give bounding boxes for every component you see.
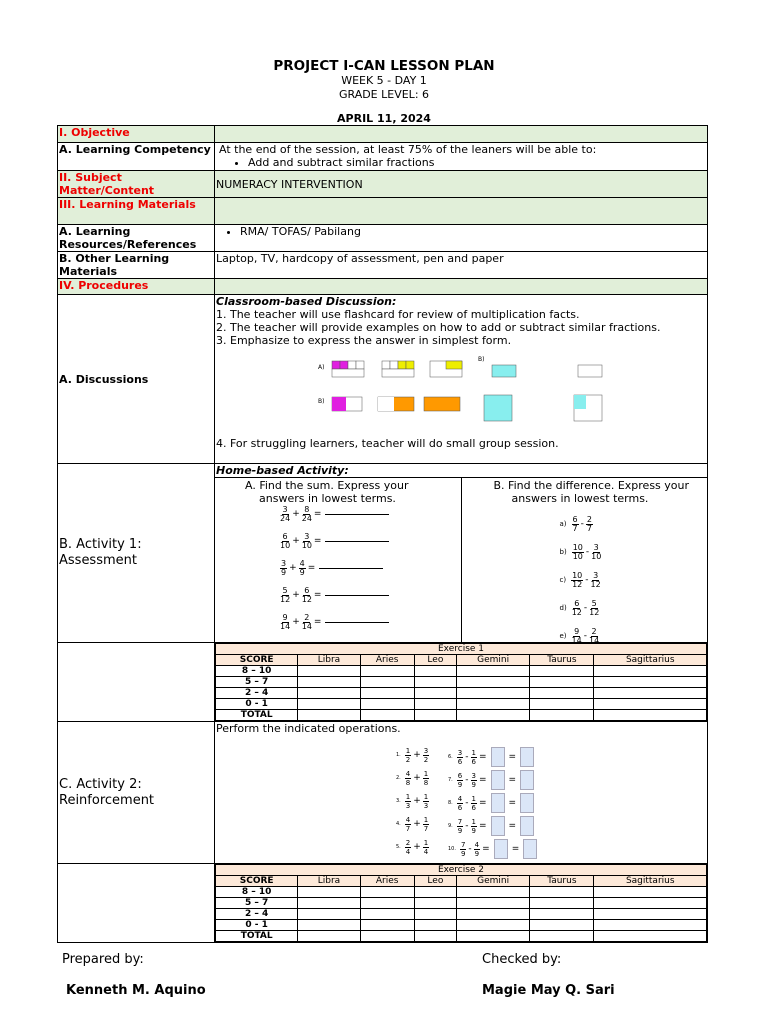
score-row (216, 898, 707, 909)
fraction: 3 12 (590, 571, 601, 589)
answer-box[interactable] (494, 839, 508, 859)
checked-by-label: Checked by: (482, 952, 562, 967)
fraction: 2 14 (588, 627, 600, 645)
score-cell[interactable] (360, 887, 414, 898)
prepared-by-label: Prepared by: (62, 952, 144, 967)
score-column-header: Gemini (456, 876, 529, 887)
score-table-exercise-1 (215, 643, 707, 721)
svg-text:B): B) (478, 356, 485, 363)
activity1-cell (215, 464, 708, 643)
score-cell[interactable] (594, 688, 707, 699)
subtraction-operation: 7. 6 9 - $\frac{3}{9}$ = = (448, 770, 537, 790)
score-cell[interactable] (298, 666, 360, 677)
score-cell[interactable] (594, 931, 707, 942)
score-row (216, 688, 707, 699)
difference-problem: d) 6 12 - 5 12 (559, 599, 600, 617)
sum-problem: 3 9 + $\frac{4}{9}$ = (279, 560, 383, 577)
svg-text:B): B) (318, 398, 325, 405)
score-cell[interactable] (360, 909, 414, 920)
subtraction-operation: 10. 7 9 - $\frac{4}{9}$ = = (448, 839, 540, 859)
discussion-heading: Classroom-based Discussion: (216, 295, 397, 308)
score-cell[interactable] (298, 931, 360, 942)
score-cell[interactable] (414, 920, 456, 931)
score-cell[interactable] (414, 898, 456, 909)
fraction: $\frac{2}{14}$ (301, 613, 312, 631)
score-cell[interactable] (298, 920, 360, 931)
score-cell[interactable] (414, 931, 456, 942)
addition-operation: 2. 4 8 + $\frac{1}{8}$ (396, 770, 429, 787)
subtraction-operation: 8. 4 6 - $\frac{1}{6}$ = = (448, 793, 537, 813)
resources-label: A. Learning Resources/References (58, 225, 215, 252)
score-range: 8 – 10 (216, 666, 298, 677)
score-row (216, 887, 707, 898)
score-row (216, 666, 707, 677)
subject-label: II. Subject Matter/Content (58, 171, 215, 198)
competency-cell (215, 143, 708, 171)
fraction: 10 12 (572, 571, 583, 589)
score-column-header: Leo (414, 655, 456, 666)
score-range: 0 - 1 (216, 699, 298, 710)
operations-worksheet (216, 735, 706, 858)
fraction: $\frac{1}{4}$ (423, 839, 429, 856)
difference-problem: c) 10 12 - 3 12 (559, 571, 601, 589)
discussions-cell (215, 295, 708, 464)
svg-text:A): A) (318, 364, 325, 371)
score-cell[interactable] (360, 666, 414, 677)
discussion-step-3: 3. Emphasize to express the answer in simplest form. (216, 334, 512, 347)
fraction: $\frac{3}{10}$ (301, 532, 312, 550)
answer-box[interactable] (520, 747, 534, 767)
sum-problem: 9 14 + $\frac{2}{14}$ = (279, 614, 389, 631)
score-column-header: SCORE (216, 655, 298, 666)
score-row (216, 677, 707, 688)
fraction: 6 10 (280, 532, 291, 550)
score-cell[interactable] (594, 887, 707, 898)
activity1-heading: Home-based Activity: (216, 464, 349, 477)
score-cell[interactable] (298, 677, 360, 688)
score-cell[interactable] (414, 688, 456, 699)
score-cell[interactable] (594, 699, 707, 710)
score-cell[interactable] (456, 699, 529, 710)
score-cell[interactable] (298, 699, 360, 710)
score-range: 0 - 1 (216, 920, 298, 931)
difference-problem: a) 6 7 - 2 7 (559, 515, 592, 533)
answer-box[interactable] (491, 747, 505, 767)
lesson-plan-table (57, 125, 708, 943)
score-cell[interactable] (456, 666, 529, 677)
fraction: $\frac{1}{6}$ (471, 794, 476, 812)
fraction: $\frac{1}{7}$ (423, 816, 429, 833)
answer-blank[interactable] (319, 568, 383, 569)
score-cell[interactable] (414, 710, 456, 721)
addition-operation: 4. 4 7 + $\frac{1}{7}$ (396, 816, 429, 833)
score-cell[interactable] (530, 710, 594, 721)
answer-box[interactable] (491, 816, 505, 836)
plan-title: PROJECT I-CAN LESSON PLAN (273, 58, 495, 74)
score-cell[interactable] (414, 666, 456, 677)
activity2-label: C. Activity 2: Reinforcement (58, 722, 215, 864)
score-cell[interactable] (298, 688, 360, 699)
fraction: 5 12 (280, 586, 291, 604)
discussions-label: A. Discussions (58, 295, 215, 464)
score-column-header: SCORE (216, 876, 298, 887)
discussion-step-4: 4. For struggling learners, teacher will do small group session. (216, 437, 559, 450)
score-cell[interactable] (360, 688, 414, 699)
fraction: 1 3 (405, 793, 411, 810)
score-cell[interactable] (360, 898, 414, 909)
difference-problem: e) 9 14 - 2 14 (559, 627, 600, 645)
fraction: 9 14 (280, 613, 291, 631)
fraction: 4 7 (405, 816, 411, 833)
subject-text: NUMERACY INTERVENTION (215, 171, 708, 198)
answer-blank[interactable] (325, 514, 389, 515)
exercise-title: Exercise 1 (216, 644, 707, 655)
score-row (216, 710, 707, 721)
fraction: $\frac{6}{12}$ (301, 586, 312, 604)
difference-instructions: B. Find the difference. Express your answers in lowest terms. (493, 479, 690, 505)
score-column-header: Taurus (530, 655, 594, 666)
subtraction-operation: 9. 7 9 - $\frac{1}{9}$ = = (448, 816, 537, 836)
prepared-by-name: Kenneth M. Aquino (66, 983, 206, 998)
grade-level: GRADE LEVEL: 6 (338, 88, 430, 101)
fraction: 7 9 (457, 817, 463, 835)
score-range: 2 – 4 (216, 688, 298, 699)
addition-operation: 3. 1 3 + $\frac{1}{3}$ (396, 793, 429, 810)
score-column-header: Aries (360, 655, 414, 666)
score-column-header: Aries (360, 876, 414, 887)
competency-label: A. Learning Competency (58, 143, 215, 171)
sum-problem: 3 24 + $\frac{8}{24}$ = (279, 506, 389, 523)
answer-box[interactable] (520, 816, 534, 836)
score-cell[interactable] (530, 898, 594, 909)
score-range: 2 – 4 (216, 909, 298, 920)
score-column-header: Sagittarius (594, 876, 707, 887)
score-column-header: Libra (298, 876, 360, 887)
score-cell[interactable] (298, 710, 360, 721)
competency-bullet: • Add and subtract similar fractions (248, 156, 706, 169)
score-cell[interactable] (456, 677, 529, 688)
score-cell[interactable] (530, 931, 594, 942)
score-range: TOTAL (216, 710, 298, 721)
score-cell[interactable] (530, 677, 594, 688)
score-cell[interactable] (594, 666, 707, 677)
score-column-header: Taurus (530, 876, 594, 887)
score-cell[interactable] (594, 909, 707, 920)
score-cell[interactable] (594, 898, 707, 909)
sum-problem: 5 12 + $\frac{6}{12}$ = (279, 587, 389, 604)
fraction: 2 7 (586, 515, 592, 533)
fraction: 6 9 (457, 771, 463, 789)
score-cell[interactable] (594, 710, 707, 721)
score-cell[interactable] (456, 931, 529, 942)
score-cell[interactable] (360, 920, 414, 931)
score-cell[interactable] (414, 699, 456, 710)
score-column-header: Libra (298, 655, 360, 666)
score-table-exercise-2 (215, 864, 707, 942)
answer-box[interactable] (491, 770, 505, 790)
problem-letter: a) (559, 520, 567, 528)
fraction: 1 2 (405, 747, 411, 764)
activity1-label: B. Activity 1: Assessment (58, 464, 215, 643)
score-column-header: Sagittarius (594, 655, 707, 666)
sum-column (215, 478, 461, 642)
fraction: $\frac{4}{9}$ (474, 840, 480, 858)
difference-column (461, 478, 708, 645)
exercise-title: Exercise 2 (216, 865, 707, 876)
objective-label: I. Objective (58, 126, 215, 143)
fraction: 6 7 (572, 515, 578, 533)
resources-bullet: • RMA/ TOFAS/ Pabilang (240, 225, 706, 238)
sum-problem: 6 10 + $\frac{3}{10}$ = (279, 533, 389, 550)
score-row (216, 931, 707, 942)
problem-letter: d) (559, 604, 567, 612)
fraction: $\frac{3}{2}$ (423, 747, 429, 764)
fraction: 2 4 (405, 839, 411, 856)
fraction: $\frac{1}{8}$ (423, 770, 429, 787)
score-cell[interactable] (298, 909, 360, 920)
score-cell[interactable] (456, 898, 529, 909)
fraction: $\frac{1}{9}$ (471, 817, 476, 835)
score-range: 5 – 7 (216, 677, 298, 688)
answer-box[interactable] (523, 839, 537, 859)
addition-operation: 1. 1 2 + $\frac{3}{2}$ (396, 747, 429, 764)
procedures-label: IV. Procedures (58, 279, 215, 295)
answer-box[interactable] (520, 770, 534, 790)
score-cell[interactable] (360, 699, 414, 710)
week-day: WEEK 5 - DAY 1 (341, 74, 427, 87)
activity2-heading: Perform the indicated operations. (216, 722, 401, 735)
answer-blank[interactable] (325, 541, 389, 542)
score-cell[interactable] (456, 688, 529, 699)
score-range: 5 – 7 (216, 898, 298, 909)
score-row (216, 920, 707, 931)
fraction: 3 9 (281, 559, 287, 577)
difference-problem: b) 10 10 - 3 10 (559, 543, 602, 561)
fraction: 4 8 (405, 770, 411, 787)
score-cell[interactable] (298, 898, 360, 909)
sum-instructions: A. Find the sum. Express your answers in lowest terms. (245, 479, 409, 505)
score-cell[interactable] (456, 920, 529, 931)
materials-label: III. Learning Materials (58, 198, 215, 225)
score-cell[interactable] (530, 920, 594, 931)
fraction: 3 24 (280, 505, 291, 523)
score-range: 8 – 10 (216, 887, 298, 898)
fraction: $\frac{8}{24}$ (301, 505, 312, 523)
competency-text: At the end of the session, at least 75% of the leaners will be able to: (219, 143, 597, 156)
fraction: 7 9 (460, 840, 466, 858)
score-cell[interactable] (530, 699, 594, 710)
score-cell[interactable] (456, 710, 529, 721)
score-cell[interactable] (360, 931, 414, 942)
score-cell[interactable] (414, 887, 456, 898)
answer-box[interactable] (520, 793, 534, 813)
answer-blank[interactable] (325, 622, 389, 623)
problem-letter: e) (559, 632, 567, 640)
score-cell[interactable] (298, 887, 360, 898)
answer-blank[interactable] (325, 595, 389, 596)
score-row (216, 909, 707, 920)
subtraction-operation: 6. 3 6 - $\frac{1}{6}$ = = (448, 747, 537, 767)
activity2-cell (215, 722, 708, 864)
addition-operation: 5. 2 4 + $\frac{1}{4}$ (396, 839, 429, 856)
fraction: 3 10 (591, 543, 602, 561)
fraction: 6 12 (571, 599, 582, 617)
answer-box[interactable] (491, 793, 505, 813)
fraction: 10 10 (572, 543, 583, 561)
score-cell[interactable] (414, 677, 456, 688)
score-cell[interactable] (530, 688, 594, 699)
score-cell[interactable] (530, 666, 594, 677)
discussion-step-1: 1. The teacher will use flashcard for review of multiplication facts. (216, 308, 580, 321)
other-materials-label: B. Other Learning Materials (58, 252, 215, 279)
fraction: 5 12 (589, 599, 600, 617)
fraction: $\frac{1}{3}$ (423, 793, 429, 810)
score-cell[interactable] (594, 920, 707, 931)
checked-by-name: Magie May Q. Sari (482, 983, 615, 998)
score-cell[interactable] (456, 887, 529, 898)
fraction: 3 6 (457, 748, 463, 766)
score-cell[interactable] (414, 909, 456, 920)
score-column-header: Gemini (456, 655, 529, 666)
score-cell[interactable] (530, 887, 594, 898)
fraction: $\frac{1}{6}$ (471, 748, 476, 766)
score-row (216, 699, 707, 710)
score-range: TOTAL (216, 931, 298, 942)
score-cell[interactable] (530, 909, 594, 920)
fraction: 9 14 (571, 627, 582, 645)
lesson-date: APRIL 11, 2024 (337, 112, 431, 125)
fraction: 4 6 (457, 794, 463, 812)
score-cell[interactable] (360, 710, 414, 721)
score-cell[interactable] (456, 909, 529, 920)
other-materials-text: Laptop, TV, hardcopy of assessment, pen and paper (215, 252, 708, 279)
fraction: $\frac{3}{9}$ (471, 771, 476, 789)
problem-letter: c) (559, 576, 567, 584)
score-cell[interactable] (594, 677, 707, 688)
score-cell[interactable] (360, 677, 414, 688)
score-column-header: Leo (414, 876, 456, 887)
fraction-model-illustration (316, 347, 606, 437)
problem-letter: b) (559, 548, 567, 556)
fraction: $\frac{4}{9}$ (299, 559, 305, 577)
discussion-step-2: 2. The teacher will provide examples on how to add or subtract similar fractions. (216, 321, 661, 334)
